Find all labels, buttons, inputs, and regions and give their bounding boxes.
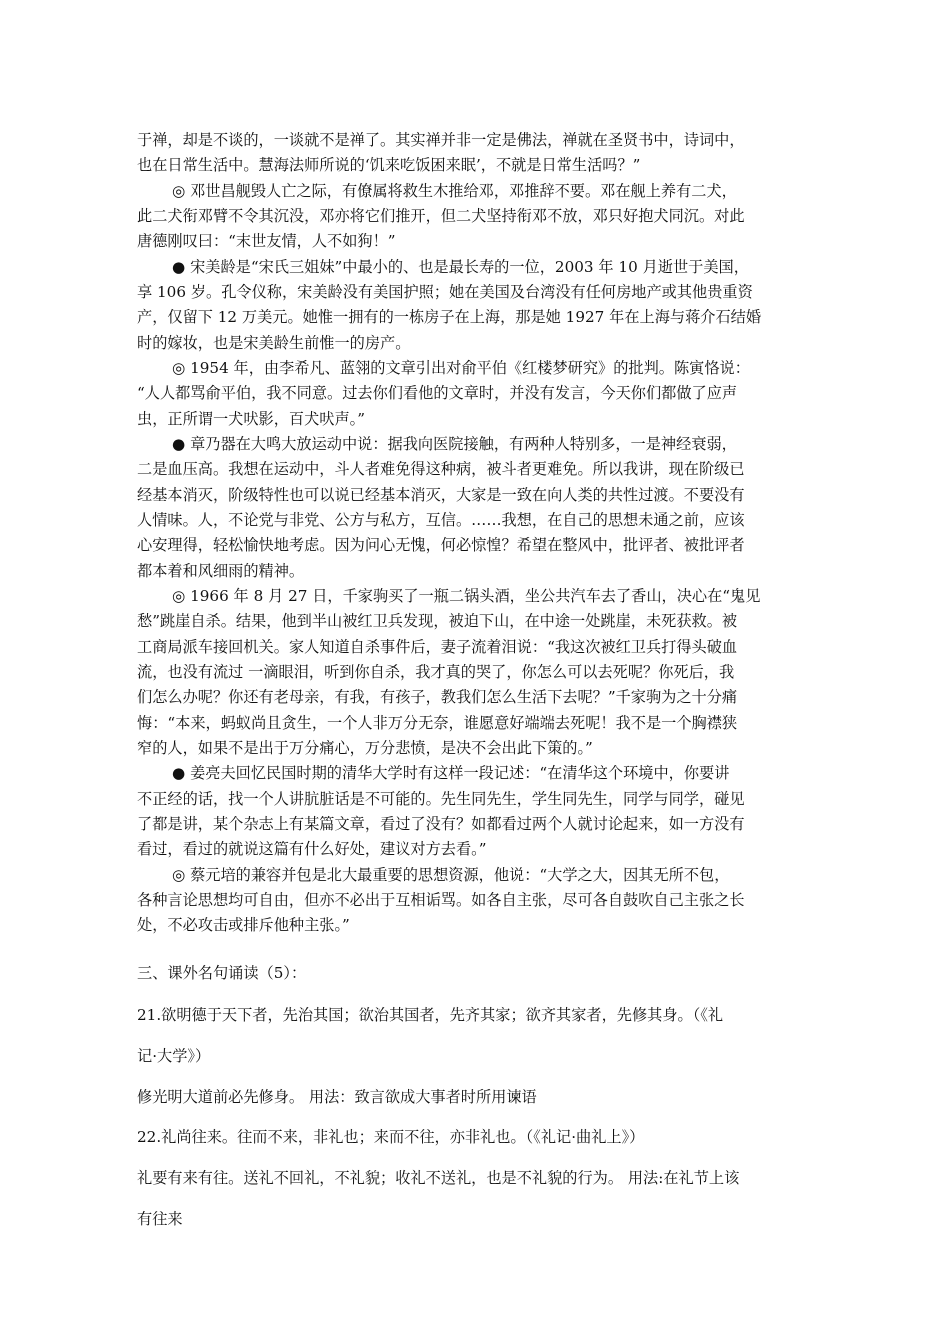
text-line: ◎ 1954 年，由李希凡、蓝翎的文章引出对俞平伯《红楼梦研究》的批判。陈寅恪说：: [172, 359, 750, 377]
quote-line: 有往来: [137, 1210, 183, 1228]
text-line: 窄的人，如果不是出于万分痛心，万分悲愤，是决不会出此下策的。”: [137, 739, 593, 757]
text-line: ◎ 蔡元培的兼容并包是北大最重要的思想资源，他说：“大学之大，因其无所不包，: [172, 866, 730, 884]
text-line: 愁”跳崖自杀。结果，他到半山被红卫兵发现，被迫下山，在中途一处跳崖，未死获救。被: [137, 612, 738, 630]
text-line: 们怎么办呢？你还有老母亲，有我，有孩子，教我们怎么生活下去呢？”千家驹为之十分痛: [137, 688, 738, 706]
text-line: 经基本消灭，阶级特性也可以说已经基本消灭，大家是一致在向人类的共性过渡。不要没有: [137, 486, 745, 504]
quote-line: 22.礼尚往来。往而不来，非礼也；来而不往，亦非礼也。（《礼记·曲礼上》）: [137, 1128, 645, 1146]
text-line: 工商局派车接回机关。家人知道自杀事件后，妻子流着泪说：“我这次被红卫兵打得头破血: [137, 638, 738, 656]
text-line: 流，也没有流过 一滴眼泪，听到你自杀，我才真的哭了，你怎么可以去死呢？你死后，我: [137, 663, 735, 681]
text-line: 悔：“本来，蚂蚁尚且贪生，一个人非万分无奈，谁愿意好端端去死呢！我不是一个胸襟狭: [137, 714, 738, 732]
text-line: ◎ 邓世昌舰毁人亡之际，有僚属将救生木推给邓，邓推辞不要。邓在舰上养有二犬，: [172, 182, 737, 200]
text-line: 都本着和风细雨的精神。: [137, 562, 305, 580]
text-line: ● 姜亮夫回忆民国时期的清华大学时有这样一段记述：“在清华这个环境中，你要讲: [172, 764, 730, 782]
text-line: 不正经的话，找一个人讲肮脏话是不可能的。先生同先生，学生同先生，同学与同学，碰见: [137, 790, 745, 808]
text-line: 了都是讲，某个杂志上有某篇文章，看过了没有？如都看过两个人就讨论起来，如一方没有: [137, 815, 745, 833]
quote-line: 修光明大道前必先修身。 用法：致言欲成大事者时所用谏语: [137, 1088, 537, 1106]
text-line: ● 宋美龄是“宋氏三姐妹”中最小的、也是最长寿的一位，2003 年 10 月逝世于美国，: [172, 258, 749, 276]
text-line: 享 106 岁。孔令仪称，宋美龄没有美国护照；她在美国及台湾没有任何房地产或其他贵重资: [137, 283, 753, 301]
text-line: 时的嫁妆，也是宋美龄生前惟一的房产。: [137, 334, 411, 352]
text-line: 也在日常生活中。慧海法师所说的‘饥来吃饭困来眠’，不就是日常生活吗？”: [137, 156, 641, 174]
text-line: 于禅，却是不谈的，一谈就不是禅了。其实禅并非一定是佛法，禅就在圣贤书中，诗词中，: [137, 131, 745, 149]
quote-line: 礼要有来有往。送礼不回礼，不礼貌；收礼不送礼，也是不礼貌的行为。 用法:在礼节上该: [137, 1169, 740, 1187]
text-line: 此二犬衔邓臂不令其沉没，邓亦将它们推开，但二犬坚持衔邓不放，邓只好抱犬同沉。对此: [137, 207, 745, 225]
quote-line: 21.欲明德于天下者，先治其国；欲治其国者，先齐其家；欲齐其家者，先修其身。（《礼: [137, 1006, 724, 1024]
quote-line: 记·大学》）: [137, 1047, 211, 1065]
text-line: ◎ 1966 年 8 月 27 日，千家驹买了一瓶二锅头酒，坐公共汽车去了香山，决心在“鬼见: [172, 587, 761, 605]
text-line: 人情味。人，不论党与非党、公方与私方，互信。……我想，在自己的思想未通之前，应该: [137, 511, 745, 529]
text-line: 虫，正所谓一犬吠影，百犬吠声。”: [137, 410, 365, 428]
text-line: 处，不必攻击或排斥他种主张。”: [137, 916, 350, 934]
text-line: 产，仅留下 12 万美元。她惟一拥有的一栋房子在上海，那是她 1927 年在上海与蒋介石结婚: [137, 308, 762, 326]
text-line: “人人都骂俞平伯，我不同意。过去你们看他的文章时，并没有发言，今天你们都做了应声: [137, 384, 738, 402]
text-line: 心安理得，轻松愉快地考虑。因为问心无愧，何必惊惶？希望在整风中，批评者、被批评者: [137, 536, 745, 554]
text-line: 看过，看过的就说这篇有什么好处，建议对方去看。”: [137, 840, 487, 858]
section-heading: 三、课外名句诵读（5）：: [137, 964, 307, 982]
text-line: 唐德刚叹曰：“末世友情，人不如狗！”: [137, 232, 396, 250]
text-line: 各种言论思想均可自由，但亦不必出于互相诟骂。如各自主张，尽可各自鼓吹自己主张之长: [137, 891, 745, 909]
text-line: 二是血压高。我想在运动中，斗人者难免得这种病，被斗者更难免。所以我讲，现在阶级已: [137, 460, 745, 478]
text-line: ● 章乃器在大鸣大放运动中说：据我向医院接触，有两种人特别多，一是神经衰弱，: [172, 435, 737, 453]
